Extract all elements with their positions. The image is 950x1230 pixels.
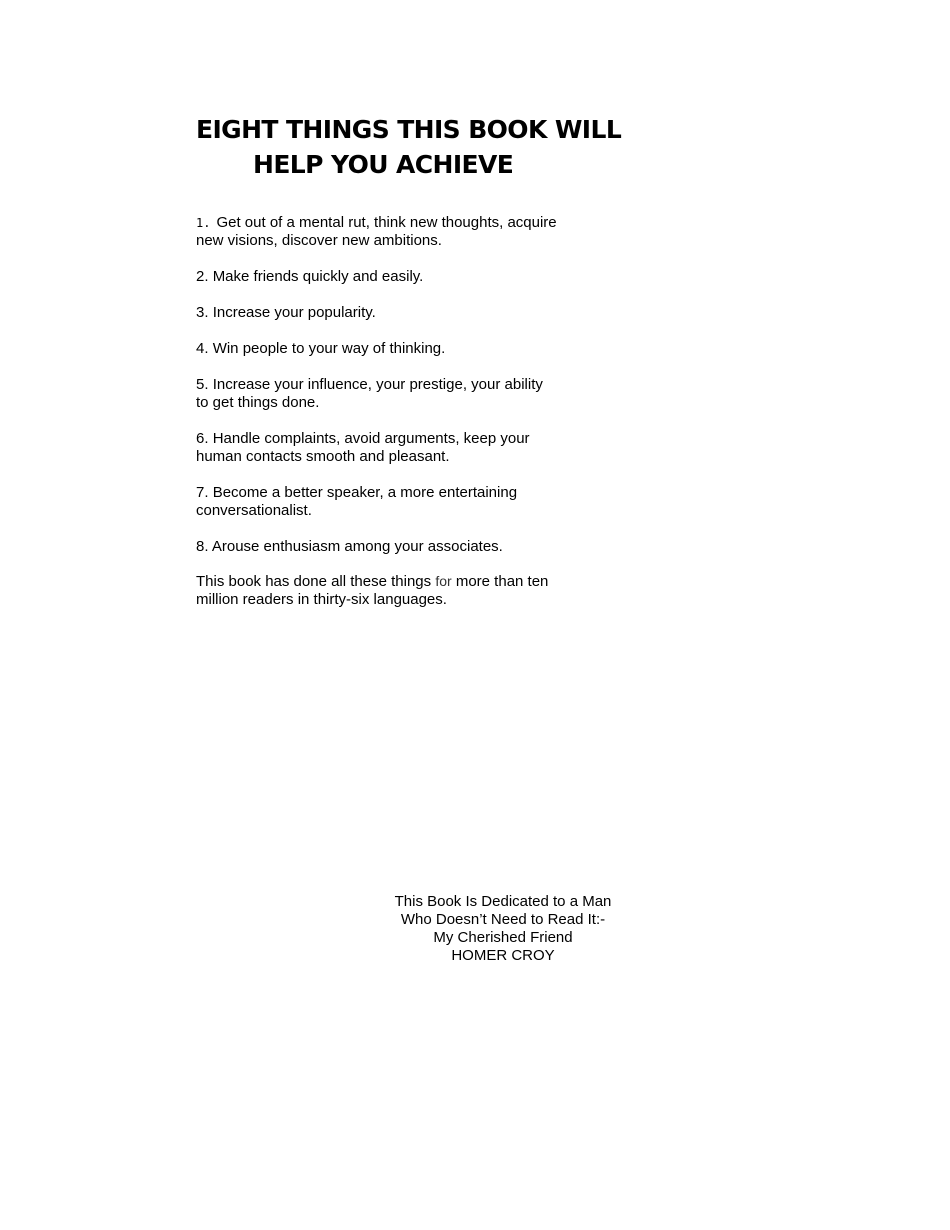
list-item-text: Handle complaints, avoid arguments, keep your: [212, 430, 530, 447]
dedication-line-3: My Cherished Friend: [433, 929, 573, 946]
closing-paragraph: [196, 572, 596, 609]
closing-text-line2: million readers in thirty-six languages.: [196, 591, 447, 608]
list-item-number: 5.: [196, 376, 209, 393]
list-item-text: Get out of a mental rut, think new thoughts, acquire: [216, 214, 557, 231]
list-item-text: Arouse enthusiasm among your associates.: [211, 538, 503, 555]
dedication-line-4: HOMER CROY: [451, 947, 555, 964]
title-line-2: HELP YOU ACHIEVE: [253, 150, 514, 179]
list-item-text-cont: human contacts smooth and pleasant.: [196, 448, 450, 465]
closing-text-part2: more than ten: [455, 573, 549, 590]
list-item-text-cont: new visions, discover new ambitions.: [196, 232, 442, 249]
list-item-text: Increase your influence, your prestige, your ability: [212, 376, 543, 393]
list-item-7: [196, 484, 596, 520]
list-item-text-cont: to get things done.: [196, 394, 320, 411]
list-item-number: 8.: [196, 538, 209, 555]
list-item-4: [196, 340, 596, 358]
list-item-5: [196, 376, 596, 412]
list-item-number: 4.: [196, 340, 209, 357]
page-title: [196, 112, 621, 182]
list-item-number: 6.: [196, 430, 209, 447]
list-item-3: [196, 304, 596, 322]
list-item-text: Make friends quickly and easily.: [212, 268, 424, 285]
list-item-text: Win people to your way of thinking.: [212, 340, 446, 357]
list-item-number: 1.: [196, 216, 211, 230]
list-item-6: [196, 430, 596, 466]
list-item-number: 2.: [196, 268, 209, 285]
closing-word-for: for: [435, 573, 452, 589]
list-item-text: Become a better speaker, a more entertaining: [212, 484, 518, 501]
list-item-2: [196, 268, 596, 286]
list-item-text-cont: conversationalist.: [196, 502, 312, 519]
achievements-list: [196, 214, 596, 574]
dedication-line-1: This Book Is Dedicated to a Man: [394, 893, 612, 910]
dedication: [380, 893, 626, 965]
list-item-number: 3.: [196, 304, 209, 321]
list-item-1: [196, 214, 596, 250]
closing-text-part1: This book has done all these things: [196, 573, 432, 590]
title-line-1: EIGHT THINGS THIS BOOK WILL: [196, 115, 622, 144]
list-item-8: [196, 538, 596, 556]
list-item-number: 7.: [196, 484, 209, 501]
dedication-line-2: Who Doesn’t Need to Read It:-: [400, 911, 606, 928]
list-item-text: Increase your popularity.: [212, 304, 376, 321]
